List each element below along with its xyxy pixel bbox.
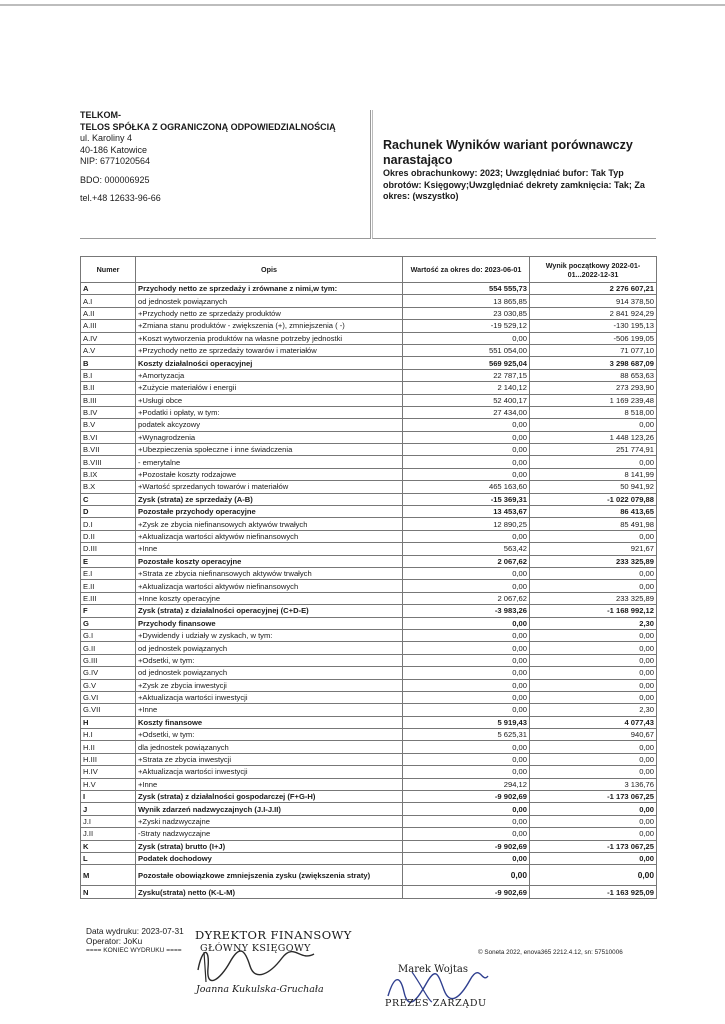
row-value-current: 5 625,31 — [403, 729, 530, 741]
row-number: B.X — [81, 481, 136, 493]
table-row — [81, 567, 657, 579]
row-value-prior: 0,00 — [530, 642, 657, 654]
row-number: E.I — [81, 567, 136, 579]
row-value-current: 554 555,73 — [403, 283, 530, 295]
row-description: od jednostek powiązanych — [136, 642, 403, 654]
row-description: +Strata ze zbycia niefinansowych aktywów trwałych — [136, 567, 403, 579]
row-value-current: -3 983,26 — [403, 605, 530, 617]
table-row — [81, 506, 657, 518]
row-value-prior: 0,00 — [530, 667, 657, 679]
row-value-current: 13 453,67 — [403, 506, 530, 518]
row-value-prior: 0,00 — [530, 753, 657, 765]
row-value-current: 0,00 — [403, 753, 530, 765]
table-row — [81, 419, 657, 431]
row-number: B.VI — [81, 431, 136, 443]
row-number: J.I — [81, 815, 136, 827]
row-value-current: 2 067,62 — [403, 592, 530, 604]
row-value-current: 52 400,17 — [403, 394, 530, 406]
table-row — [81, 518, 657, 530]
stamp-president-title: PREZES ZARZĄDU — [385, 998, 487, 1009]
header-numer: Numer — [81, 257, 136, 283]
row-value-prior: 0,00 — [530, 456, 657, 468]
row-number: G.IV — [81, 667, 136, 679]
row-number: G.VII — [81, 704, 136, 716]
row-description: +Amortyzacja — [136, 369, 403, 381]
table-row — [81, 444, 657, 456]
row-value-current: 294,12 — [403, 778, 530, 790]
row-value-prior: 2,30 — [530, 704, 657, 716]
row-description: +Usługi obce — [136, 394, 403, 406]
row-value-current: 0,00 — [403, 431, 530, 443]
row-value-current: 0,00 — [403, 667, 530, 679]
table-row — [81, 766, 657, 778]
print-date: Data wydruku: 2023-07-31 — [86, 926, 184, 936]
row-number: H — [81, 716, 136, 728]
row-value-current: 569 925,04 — [403, 357, 530, 369]
row-number: B.IV — [81, 406, 136, 418]
row-number: C — [81, 493, 136, 505]
report-title: Rachunek Wyników wariant porównawczy narastająco — [383, 138, 633, 167]
row-number: B.I — [81, 369, 136, 381]
company-name-line2: TELOS SPÓŁKA Z OGRANICZONĄ ODPOWIEDZIALNOŚCIĄ — [80, 121, 336, 132]
row-number: H.IV — [81, 766, 136, 778]
row-description: - emerytalne — [136, 456, 403, 468]
row-value-prior: 86 413,65 — [530, 506, 657, 518]
row-number: M — [81, 865, 136, 886]
row-value-current: 0,00 — [403, 456, 530, 468]
header-opis: Opis — [136, 257, 403, 283]
row-number: D.II — [81, 530, 136, 542]
table-header-row — [81, 257, 657, 283]
row-value-prior: 0,00 — [530, 815, 657, 827]
row-number: L — [81, 852, 136, 864]
table-row — [81, 753, 657, 765]
row-number: H.V — [81, 778, 136, 790]
row-description: Zysku(strata) netto (K-L-M) — [136, 886, 403, 898]
row-number: G.I — [81, 629, 136, 641]
row-description: Zysk (strata) brutto (I+J) — [136, 840, 403, 852]
row-value-current: 0,00 — [403, 642, 530, 654]
table-row — [81, 369, 657, 381]
row-value-current: 27 434,00 — [403, 406, 530, 418]
row-value-prior: 0,00 — [530, 679, 657, 691]
row-description: +Zysk ze zbycia niefinansowych aktywów trwałych — [136, 518, 403, 530]
row-value-current: -15 369,31 — [403, 493, 530, 505]
row-description: podatek akcyzowy — [136, 419, 403, 431]
row-number: G.II — [81, 642, 136, 654]
row-value-current: 0,00 — [403, 654, 530, 666]
row-value-current: -9 902,69 — [403, 886, 530, 898]
row-number: F — [81, 605, 136, 617]
row-description: Pozostałe przychody operacyjne — [136, 506, 403, 518]
table-body — [81, 283, 657, 899]
table-row — [81, 307, 657, 319]
row-value-prior: 1 448 123,26 — [530, 431, 657, 443]
row-value-current: 0,00 — [403, 444, 530, 456]
table-row — [81, 667, 657, 679]
row-value-prior: 251 774,91 — [530, 444, 657, 456]
table-row — [81, 815, 657, 827]
row-description: dla jednostek powiązanych — [136, 741, 403, 753]
signature-finance-director — [190, 940, 320, 985]
row-value-prior: 2 276 607,21 — [530, 283, 657, 295]
row-value-current: 563,42 — [403, 543, 530, 555]
row-value-prior: 2,30 — [530, 617, 657, 629]
row-number: D — [81, 506, 136, 518]
row-description: od jednostek powiązanych — [136, 295, 403, 307]
row-number: N — [81, 886, 136, 898]
row-value-current: 0,00 — [403, 803, 530, 815]
table-row — [81, 555, 657, 567]
row-number: B — [81, 357, 136, 369]
row-value-prior: 0,00 — [530, 691, 657, 703]
row-description: +Podatki i opłaty, w tym: — [136, 406, 403, 418]
row-value-prior: 8 141,99 — [530, 468, 657, 480]
row-value-prior: 2 841 924,29 — [530, 307, 657, 319]
row-value-prior: 940,67 — [530, 729, 657, 741]
row-description: +Pozostałe koszty rodzajowe — [136, 468, 403, 480]
table-row — [81, 530, 657, 542]
table-row — [81, 629, 657, 641]
table-row — [81, 295, 657, 307]
row-number: E.III — [81, 592, 136, 604]
table-row — [81, 729, 657, 741]
row-number: B.V — [81, 419, 136, 431]
row-value-prior: 233 325,89 — [530, 592, 657, 604]
row-value-current: 0,00 — [403, 741, 530, 753]
row-description: +Koszt wytworzenia produktów na własne potrzeby jednostki — [136, 332, 403, 344]
row-description: +Inne — [136, 778, 403, 790]
row-value-prior: 8 518,00 — [530, 406, 657, 418]
row-description: +Wartość sprzedanych towarów i materiałów — [136, 481, 403, 493]
table-row — [81, 852, 657, 864]
row-number: H.III — [81, 753, 136, 765]
table-row — [81, 691, 657, 703]
row-value-prior: 71 077,10 — [530, 344, 657, 356]
row-description: Pozostałe obowiązkowe zmniejszenia zysku (zwiększenia straty) — [136, 865, 403, 886]
table-row — [81, 406, 657, 418]
row-value-prior: 0,00 — [530, 865, 657, 886]
table-row — [81, 332, 657, 344]
row-number: I — [81, 791, 136, 803]
row-number: H.I — [81, 729, 136, 741]
row-value-current: -19 529,12 — [403, 320, 530, 332]
table-row — [81, 283, 657, 295]
row-value-current: 0,00 — [403, 679, 530, 691]
table-row — [81, 803, 657, 815]
row-description: Pozostałe koszty operacyjne — [136, 555, 403, 567]
row-number: B.IX — [81, 468, 136, 480]
row-value-prior: 1 169 239,48 — [530, 394, 657, 406]
row-value-current: 0,00 — [403, 567, 530, 579]
row-description: +Inne — [136, 543, 403, 555]
row-value-prior: 0,00 — [530, 741, 657, 753]
row-value-prior: -1 163 925,09 — [530, 886, 657, 898]
row-description: +Dywidendy i udziały w zyskach, w tym: — [136, 629, 403, 641]
table-row — [81, 791, 657, 803]
table-row — [81, 617, 657, 629]
row-value-current: 0,00 — [403, 852, 530, 864]
table-row — [81, 456, 657, 468]
company-name-line1: TELKOM- — [80, 110, 121, 120]
table-row — [81, 394, 657, 406]
row-description: Zysk (strata) z działalności operacyjnej (C+D-E) — [136, 605, 403, 617]
row-description: Wynik zdarzeń nadzwyczajnych (J.I-J.II) — [136, 803, 403, 815]
company-info-box — [80, 110, 371, 239]
header-prior-period: Wynik początkowy 2022-01-01...2022-12-31 — [530, 257, 657, 283]
end-of-print-marker: ==== KONIEC WYDRUKU ==== — [86, 947, 182, 954]
table-row — [81, 704, 657, 716]
row-number: J — [81, 803, 136, 815]
row-value-current: 551 054,00 — [403, 344, 530, 356]
row-value-current: 12 890,25 — [403, 518, 530, 530]
row-value-current: 0,00 — [403, 704, 530, 716]
company-phone: tel.+48 12633-96-66 — [80, 193, 161, 203]
row-value-current: 0,00 — [403, 580, 530, 592]
row-value-prior: 85 491,98 — [530, 518, 657, 530]
row-value-prior: 4 077,43 — [530, 716, 657, 728]
row-number: E.II — [81, 580, 136, 592]
row-value-current: 2 067,62 — [403, 555, 530, 567]
row-value-prior: 0,00 — [530, 580, 657, 592]
table-row — [81, 431, 657, 443]
row-description: +Zużycie materiałów i energii — [136, 382, 403, 394]
row-description: +Wynagrodzenia — [136, 431, 403, 443]
row-value-prior: -506 199,05 — [530, 332, 657, 344]
row-description: od jednostek powiązanych — [136, 667, 403, 679]
company-city: 40-186 Katowice — [80, 144, 148, 155]
company-street: ul. Karoliny 4 — [80, 133, 133, 143]
header-current-period: Wartość za okres do: 2023-06-01 — [403, 257, 530, 283]
row-description: +Zyski nadzwyczajne — [136, 815, 403, 827]
row-number: A.I — [81, 295, 136, 307]
row-value-current: 0,00 — [403, 332, 530, 344]
table-row — [81, 840, 657, 852]
table-row — [81, 654, 657, 666]
row-value-current: 0,00 — [403, 815, 530, 827]
stamp-president-name: Marek Wojtas — [398, 964, 468, 975]
row-number: A.II — [81, 307, 136, 319]
table-row — [81, 741, 657, 753]
row-value-prior: -1 168 992,12 — [530, 605, 657, 617]
table-row — [81, 344, 657, 356]
row-number: B.III — [81, 394, 136, 406]
row-value-current: 0,00 — [403, 766, 530, 778]
row-value-prior: -130 195,13 — [530, 320, 657, 332]
report-parameters: Okres obrachunkowy: 2023; Uwzględniać bufor: Tak Typ obrotów: Księgowy;Uwzględniać dekrety zamknięcia: Tak; Za okres: (wszystko) — [383, 168, 645, 201]
row-value-prior: 0,00 — [530, 567, 657, 579]
table-row — [81, 468, 657, 480]
row-value-prior: -1 173 067,25 — [530, 840, 657, 852]
row-value-prior: 0,00 — [530, 629, 657, 641]
row-description: +Strata ze zbycia inwestycji — [136, 753, 403, 765]
row-description: Koszty działalności operacyjnej — [136, 357, 403, 369]
row-description: +Zysk ze zbycia inwestycji — [136, 679, 403, 691]
report-title-box — [372, 110, 656, 239]
row-number: G — [81, 617, 136, 629]
table-row — [81, 865, 657, 886]
row-description: +Przychody netto ze sprzedaży towarów i materiałów — [136, 344, 403, 356]
table-row — [81, 828, 657, 840]
row-description: Przychody netto ze sprzedaży i zrównane z nimi,w tym: — [136, 283, 403, 295]
table-row — [81, 679, 657, 691]
row-number: H.II — [81, 741, 136, 753]
row-number: A — [81, 283, 136, 295]
table-row — [81, 716, 657, 728]
software-copyright: © Soneta 2022, enova365 2212.4.12, sn: 57510006 — [478, 949, 623, 956]
row-description: -Straty nadzwyczajne — [136, 828, 403, 840]
company-bdo: BDO: 000006925 — [80, 174, 150, 185]
row-value-prior: 88 653,63 — [530, 369, 657, 381]
row-number: D.III — [81, 543, 136, 555]
row-value-current: 0,00 — [403, 828, 530, 840]
row-value-prior: 0,00 — [530, 654, 657, 666]
table-row — [81, 481, 657, 493]
row-description: Zysk (strata) z działalności gospodarczej (F+G-H) — [136, 791, 403, 803]
row-number: K — [81, 840, 136, 852]
stamp-finance-director-name: Joanna Kukulska-Gruchała — [196, 984, 324, 995]
row-description: Zysk (strata) ze sprzedaży (A-B) — [136, 493, 403, 505]
table-row — [81, 605, 657, 617]
row-value-current: 23 030,85 — [403, 307, 530, 319]
stamp-chief-accountant-title: GŁÓWNY KSIĘGOWY — [200, 943, 311, 954]
row-value-current: 5 919,43 — [403, 716, 530, 728]
row-description: +Aktualizacja wartości aktywów niefinansowych — [136, 580, 403, 592]
row-description: +Odsetki, w tym: — [136, 729, 403, 741]
row-value-prior: 0,00 — [530, 852, 657, 864]
row-description: +Ubezpieczenia społeczne i inne świadczenia — [136, 444, 403, 456]
row-value-prior: 233 325,89 — [530, 555, 657, 567]
row-description: +Odsetki, w tym: — [136, 654, 403, 666]
row-value-current: 0,00 — [403, 468, 530, 480]
row-number: J.II — [81, 828, 136, 840]
row-description: +Zmiana stanu produktów - zwiększenia (+), zmniejszenia ( -) — [136, 320, 403, 332]
row-value-current: 0,00 — [403, 530, 530, 542]
row-description: Koszty finansowe — [136, 716, 403, 728]
row-description: Przychody finansowe — [136, 617, 403, 629]
table-row — [81, 592, 657, 604]
row-number: A.III — [81, 320, 136, 332]
row-value-current: 0,00 — [403, 691, 530, 703]
row-number: G.VI — [81, 691, 136, 703]
income-statement-table — [80, 256, 657, 899]
row-description: +Aktualizacja wartości inwestycji — [136, 691, 403, 703]
row-number: B.VIII — [81, 456, 136, 468]
row-number: B.II — [81, 382, 136, 394]
row-number: E — [81, 555, 136, 567]
table-row — [81, 543, 657, 555]
table-row — [81, 320, 657, 332]
row-value-prior: 914 378,50 — [530, 295, 657, 307]
row-value-prior: 0,00 — [530, 803, 657, 815]
row-value-current: 0,00 — [403, 865, 530, 886]
table-row — [81, 357, 657, 369]
row-description: +Inne koszty operacyjne — [136, 592, 403, 604]
row-number: A.IV — [81, 332, 136, 344]
row-value-prior: 0,00 — [530, 766, 657, 778]
row-value-current: 13 865,85 — [403, 295, 530, 307]
scan-top-border — [0, 4, 725, 6]
company-nip: NIP: 6771020564 — [80, 156, 151, 166]
row-value-current: 465 163,60 — [403, 481, 530, 493]
table-row — [81, 382, 657, 394]
row-value-prior: -1 173 067,25 — [530, 791, 657, 803]
table-row — [81, 580, 657, 592]
table-row — [81, 642, 657, 654]
stamp-finance-director-title: DYREKTOR FINANSOWY — [195, 928, 352, 942]
table-row — [81, 493, 657, 505]
row-value-current: -9 902,69 — [403, 791, 530, 803]
table-row — [81, 778, 657, 790]
row-value-prior: 273 293,90 — [530, 382, 657, 394]
row-value-current: 2 140,12 — [403, 382, 530, 394]
row-value-prior: 921,67 — [530, 543, 657, 555]
row-value-prior: 3 298 687,09 — [530, 357, 657, 369]
row-value-prior: 3 136,76 — [530, 778, 657, 790]
row-value-prior: 0,00 — [530, 419, 657, 431]
operator: Operator: JoKu — [86, 936, 143, 946]
row-number: D.I — [81, 518, 136, 530]
table-row — [81, 886, 657, 898]
row-value-current: 0,00 — [403, 629, 530, 641]
row-value-current: 22 787,15 — [403, 369, 530, 381]
row-number: B.VII — [81, 444, 136, 456]
row-description: Podatek dochodowy — [136, 852, 403, 864]
row-number: G.V — [81, 679, 136, 691]
row-description: +Aktualizacja wartości aktywów niefinansowych — [136, 530, 403, 542]
row-value-current: 0,00 — [403, 419, 530, 431]
row-value-prior: 0,00 — [530, 828, 657, 840]
row-value-current: 0,00 — [403, 617, 530, 629]
row-description: +Aktualizacja wartości inwestycji — [136, 766, 403, 778]
row-number: A.V — [81, 344, 136, 356]
print-footer — [86, 926, 184, 956]
row-description: +Inne — [136, 704, 403, 716]
row-description: +Przychody netto ze sprzedaży produktów — [136, 307, 403, 319]
row-value-prior: 50 941,92 — [530, 481, 657, 493]
row-value-current: -9 902,69 — [403, 840, 530, 852]
row-number: G.III — [81, 654, 136, 666]
row-value-prior: -1 022 079,88 — [530, 493, 657, 505]
row-value-prior: 0,00 — [530, 530, 657, 542]
